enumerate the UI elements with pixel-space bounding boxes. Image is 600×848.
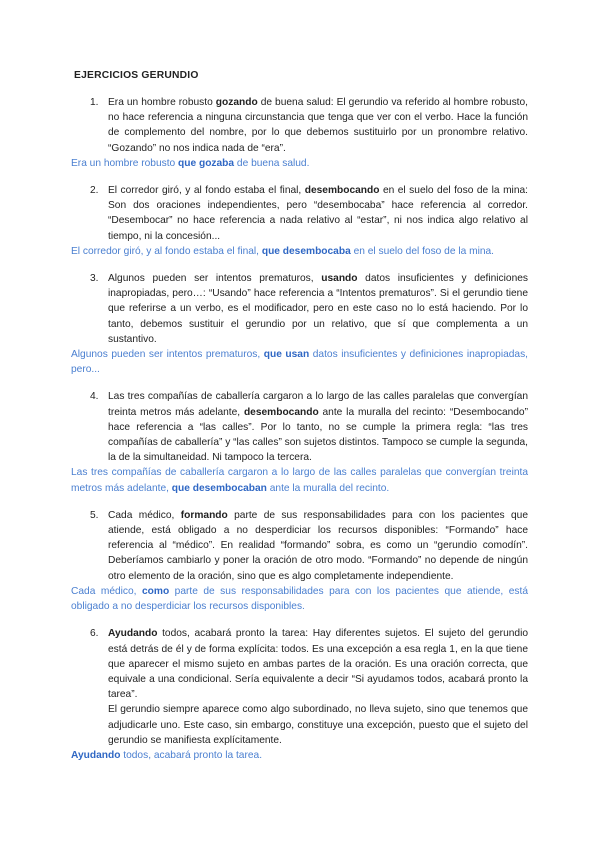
exercise-answer: Ayudando todos, acabará pronto la tarea. [71, 749, 263, 761]
exercise-1 [72, 95, 528, 171]
exercise-number: 3. [90, 273, 99, 285]
answer-replacement: que desembocaba [261, 245, 351, 257]
gerund-word: usando [321, 273, 358, 285]
exercise-6 [72, 626, 528, 763]
gerund-word: formando [180, 509, 228, 521]
exercise-number: 6. [90, 628, 99, 640]
exercise-text: 4. Las tres compañías de caballería cargaron a lo largo de las calles paralelas que convergían treinta metros más adelante, desembocando ante la muralla del recinto: “Desembocando” hace referencia a “las calles”. Por lo tanto, no se cumple la primera regla: “las tres compañías de caballería” y “las calles” son sujetos distintos. Tampoco se cumple la segunda, la de la simultaneidad. Ni tampoco la tercera. [90, 391, 528, 464]
exercise-4 [72, 389, 528, 495]
exercise-text: 5. Cada médico, formando parte de sus responsabilidades para con los pacientes que atiende, está obligado a no desperdiciar los recursos disponibles: “Formando” hace referencia al “médico”. En realidad “formando” sobra, es como un “gerundio comodín”. Deberíamos cambiarlo y poner la oración de otro modo. “Formando” no depende de ningún otro elemento de la oración, sino que es algo completamente independiente. [90, 509, 529, 582]
exercise-answer: El corredor giró, y al fondo estaba el final, que desembocaba en el suelo del foso de la mina. [71, 245, 495, 257]
gerund-word: desembocando [243, 406, 319, 418]
exercise-text: 6. Ayudando todos, acabará pronto la tarea: Hay diferentes sujetos. El sujeto del gerundio está detrás de él y de forma explícita: todos. Es una excepción a esa regla 1, en la que tiene que aparecer el mismo sujeto en ambas partes de la oración. Es una oración correcta, que equivale a una condicional. Sería equivalente a decir “Si ayudamos todos, acabará pronto la tarea”. El gerundio siempre aparece como algo subordinado, no lleva sujeto, sino que tenemos que adjudicarle uno. Este caso, sin embargo, constituye una excepción, puesto que el sujeto del gerundio se manifiesta explícitamente. [108, 626, 528, 748]
answer-replacement: que desembocaban [171, 482, 267, 494]
exercise-number: 5. [90, 509, 99, 521]
exercise-number: 1. [90, 97, 99, 108]
gerund-word: desembocando [304, 185, 380, 197]
exercise-extra-note: El gerundio siempre aparece como algo subordinado, no lleva sujeto, sino que tenemos que adjudicarle uno. Este caso, sin embargo, constituye una excepción, puesto que el sujeto del gerundio se manifiesta explícitamente. [108, 704, 528, 746]
exercise-number: 4. [90, 391, 99, 403]
document-title: EJERCICIOS GERUNDIO [74, 70, 199, 81]
exercise-number: 2. [90, 185, 99, 197]
gerund-word: gozando [215, 97, 258, 108]
exercise-2 [72, 183, 528, 259]
exercise-5 [72, 508, 528, 614]
exercise-text: 2. El corredor giró, y al fondo estaba el final, desembocando en el suelo del foso de la mina: Son dos oraciones independientes, pero “desembocaba” hace referencia al corredor. “Desembocar” no hace referencia a nada relativo al “estar”, ni nos indica algo relativo al tiempo, ni la concesión... [90, 185, 528, 242]
answer-replacement: Ayudando [71, 749, 121, 761]
answer-replacement: que gozaba [178, 157, 235, 169]
exercise-text: 1. Era un hombre robusto gozando de buena salud: El gerundio va referido al hombre robusto, no hace referencia a ninguna circunstancia que tenga que ver con el verbo. Hace la función de complemento del nombre, por lo que debemos sustituirlo por un pronombre relativo. “Gozando” no nos indica nada de “era”. [90, 97, 528, 154]
exercise-answer: Las tres compañías de caballería cargaron a lo largo de las calles paralelas que convergían treinta metros más adelante, que desembocaban ante la muralla del recinto. [71, 467, 528, 494]
answer-replacement: como [142, 585, 170, 597]
answer-replacement: que usan [263, 349, 310, 361]
exercise-answer: Era un hombre robusto que gozaba de buena salud. [71, 157, 310, 169]
exercise-3 [72, 271, 528, 377]
exercise-text: 3. Algunos pueden ser intentos prematuros, usando datos insuficientes y definiciones inapropiadas, pero…: “Usando” hace referencia a “Intentos prematuros”. Si el gerundio tiene que referirse a un verbo, es el modificador, pero en este caso no lo está haciendo. Por lo tanto, debemos sustituir el gerundio por un relativo, que sí que complementa a un sustantivo. [90, 273, 528, 345]
exercise-answer: Algunos pueden ser intentos prematuros, que usan datos insuficientes y definiciones inapropiadas, pero... [71, 349, 528, 376]
gerund-word: Ayudando [108, 628, 158, 640]
exercise-answer: Cada médico, como parte de sus responsabilidades para con los pacientes que atiende, está obligado a no desperdiciar los recursos disponibles. [71, 585, 528, 613]
